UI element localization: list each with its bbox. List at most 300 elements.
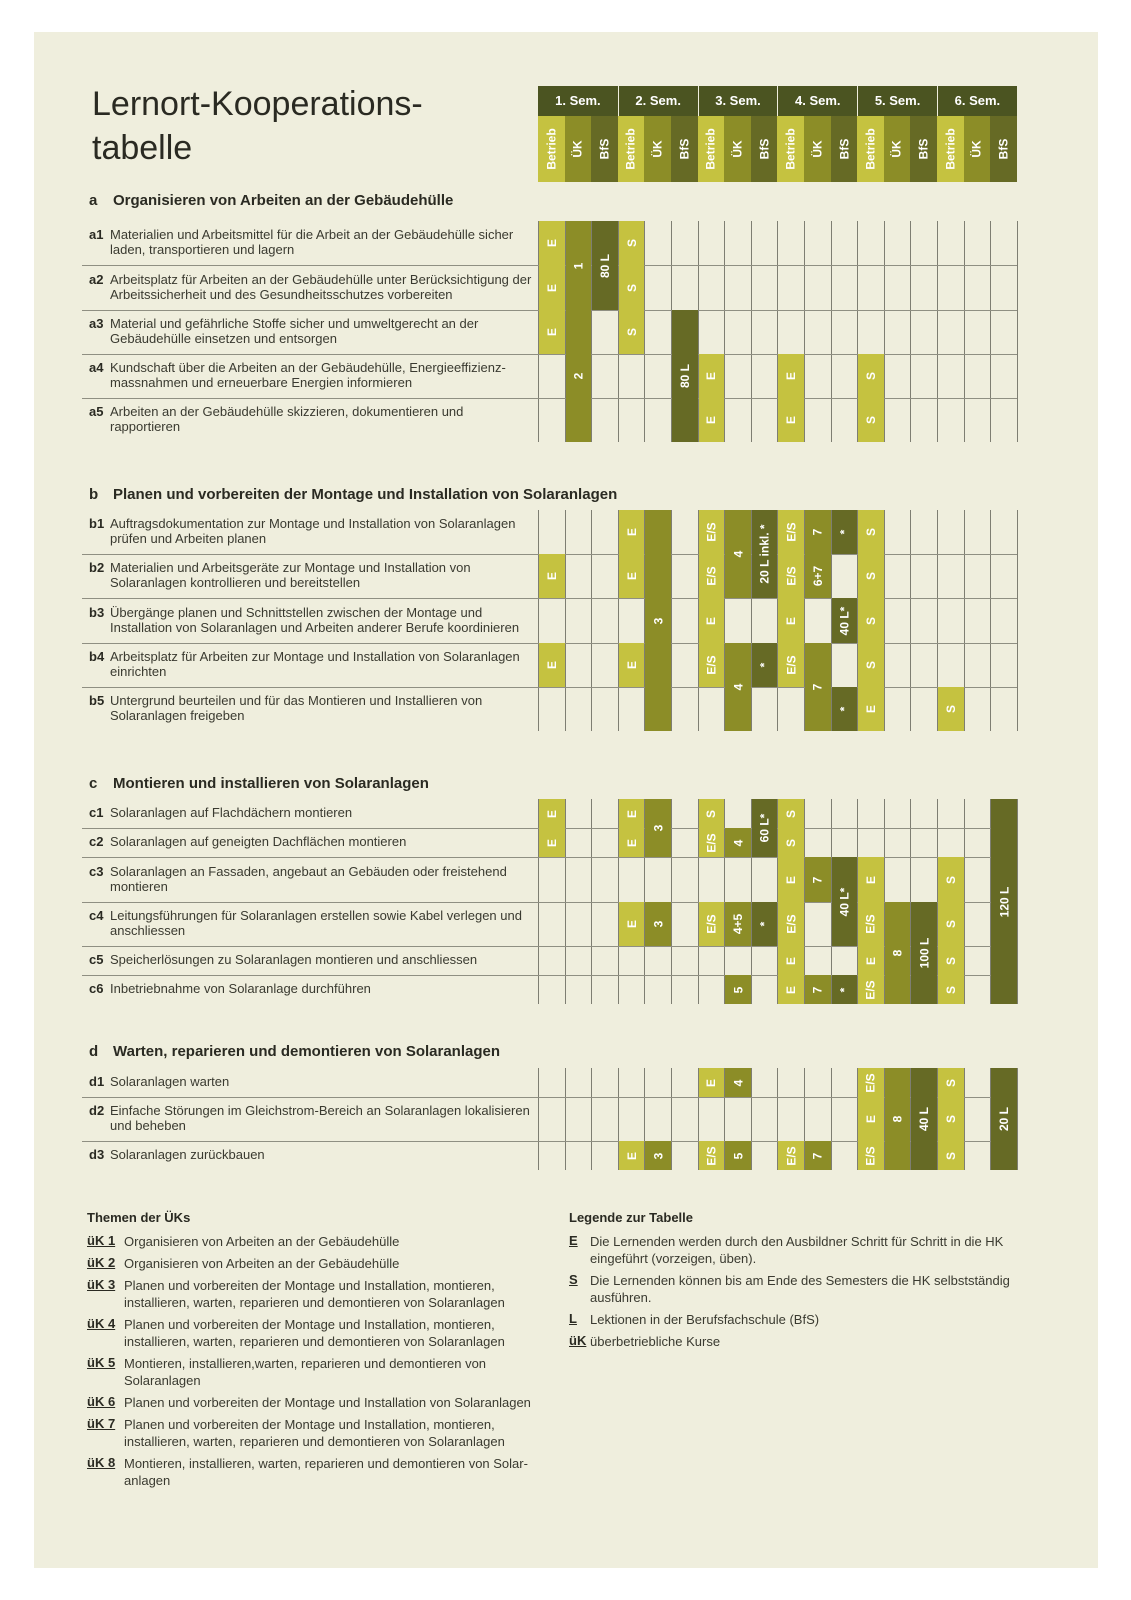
competence-code: b2 [89,560,105,575]
column-header-label: Betrieb [943,128,958,170]
schedule-cell [778,828,804,857]
schedule-cell [566,221,592,310]
schedule-cell-label: E/S [704,832,719,853]
competence-text: Materialien und Arbeitsgeräte zur Montage und Installation von Solaranlagen kontrollieren und bereitstellen [110,560,471,590]
column-header [804,116,831,182]
schedule-cell [539,310,565,354]
schedule-cell-label: 7 [810,683,825,691]
themes-title: Themen der ÜKs [87,1210,191,1225]
schedule-cell [619,1141,645,1170]
schedule-cell [778,643,804,687]
schedule-cell [539,554,565,598]
schedule-cell-label: E/S [704,522,719,542]
schedule-cell-label: 5 [730,986,745,993]
theme-key: üK 7 [87,1416,116,1431]
schedule-cell-label: S [943,956,958,965]
schedule-cell [885,1068,911,1170]
legend-text: überbetriebliche Kurse [590,1334,721,1349]
column-header [591,116,618,182]
grid-column-line [910,510,911,731]
schedule-cell-label: 7 [810,876,825,883]
schedule-cell-label: 7 [810,1152,825,1159]
theme-text: Planen und vorbereiten der Montage und Installation, montieren, installieren, warten, reparieren und demontieren von Solaranlagen [124,1317,505,1349]
competence-code: a5 [89,404,104,419]
schedule-cell-label: S [624,238,639,248]
schedule-cell [805,857,831,902]
schedule-cell-label: E/S [863,914,878,934]
schedule-cell-label: 20 L [996,1106,1011,1132]
semester-header: 5. Sem. [857,86,937,116]
schedule-cell [858,902,884,946]
schedule-cell-label: 80 L [677,363,692,389]
schedule-cell [566,310,592,442]
column-header-label: ÜK [810,140,825,158]
title-line-2: tabelle [92,129,193,167]
schedule-cell [752,643,778,687]
grid-column-line [538,1068,539,1170]
schedule-cell-label: E [544,571,559,581]
schedule-cell [805,643,831,731]
theme-text: Planen und vorbereiten der Montage und Installation von Solaranlagen [124,1395,531,1410]
schedule-cell-label: S [863,616,878,625]
schedule-cell-label: E [544,238,559,248]
schedule-cell-label: 8 [890,1115,905,1123]
schedule-cell [938,975,964,1004]
grid-column-line [671,510,672,731]
schedule-cell-label: 40 L* [837,606,852,635]
schedule-cell [858,1141,884,1170]
theme-key: üK 1 [87,1233,116,1248]
schedule-cell [858,687,884,731]
section-letter: a [89,192,98,209]
schedule-cell-label: E [704,1078,719,1087]
section-title-text: Montieren und installieren von Solaranlagen [113,775,429,792]
schedule-cell-label: * [757,921,772,927]
legend-text: Die Lernenden werden durch den Ausbildner Schritt für Schritt in die HK eingeführt (vorzeigen, üben). [590,1234,1004,1266]
schedule-cell [832,598,858,643]
schedule-cell [778,510,804,554]
section-title-text: Planen und vorbereiten der Montage und Installation von Solaranlagen [113,486,618,503]
column-header [884,116,911,182]
schedule-cell [725,510,751,598]
schedule-cell [778,354,804,398]
semester-header: 2. Sem. [618,86,698,116]
schedule-cell-label: S [784,838,799,847]
competence-text: Leitungsführungen für Solaranlagen erstellen sowie Kabel verlegen und anschliessen [110,908,522,938]
schedule-cell-label: E/S [704,655,719,675]
grid-column-line [831,221,832,442]
section-title [89,192,649,209]
competence-text: Material und gefährliche Stoffe sicher und umweltgerecht an der Gebäudehülle einsetzen und entsorgen [110,316,479,346]
schedule-cell [991,799,1017,1004]
schedule-cell-label: 3 [651,617,666,624]
theme-text: Montieren, installieren,warten, reparieren und demontieren von Solaranlagen [124,1356,487,1388]
grid-column-line [910,221,911,442]
schedule-cell-label: E [784,371,799,381]
competence-text: Auftragsdokumentation zur Montage und Installation von Solaranlagen prüfen und Arbeiten planen [110,516,516,546]
column-header-label: ÜK [969,140,984,158]
competence-text: Arbeiten an der Gebäudehülle skizzieren, dokumentieren und rapportieren [110,404,464,434]
schedule-cell-label: E [544,283,559,292]
schedule-cell [699,828,725,857]
grid-column-line [724,221,725,442]
schedule-cell [805,975,831,1004]
schedule-cell-label: 3 [651,920,666,928]
competence-code: b3 [89,604,105,620]
schedule-cell-label: E/S [863,1072,878,1093]
schedule-cell [778,398,804,442]
competence-code: d1 [89,1074,105,1089]
column-header-label: ÜK [570,140,585,158]
competence-text: Materialien und Arbeitsmittel für die Arbeit an der Gebäudehülle sicher laden, transportieren und lagern [110,227,514,257]
grid-column-line [565,510,566,731]
schedule-cell-label: E [624,809,639,818]
schedule-cell-label: E [784,415,799,425]
column-header-label: ÜK [730,140,745,158]
theme-key: üK 8 [87,1455,116,1470]
schedule-cell [991,1068,1017,1170]
schedule-cell [539,265,565,310]
legend-title: Legende zur Tabelle [569,1210,694,1225]
schedule-cell [778,598,804,643]
schedule-cell [805,554,831,598]
competence-text: Solaranlagen auf Flachdächern montieren [110,805,353,820]
schedule-cell [539,799,565,828]
grid-column-line [591,510,592,731]
schedule-cell [725,975,751,1004]
schedule-cell [699,1068,725,1097]
section-letter: d [89,1043,99,1060]
schedule-cell-label: E [784,985,799,994]
schedule-cell-label: E [544,838,559,847]
schedule-cell [699,598,725,643]
schedule-cell [832,510,858,554]
schedule-cell [539,828,565,857]
schedule-cell [645,510,671,731]
schedule-cell-label: E/S [784,914,799,934]
schedule-cell-label: 7 [810,528,825,536]
column-header [751,116,778,182]
schedule-cell [938,857,964,902]
schedule-cell [858,1097,884,1141]
theme-text: Organisieren von Arbeiten an der Gebäudehülle [124,1234,400,1249]
schedule-cell [858,1068,884,1097]
schedule-cell-label: 40 L* [837,887,852,916]
schedule-cell [645,1141,671,1170]
schedule-cell-label: E [863,704,878,714]
competence-text: Einfache Störungen im Gleichstrom-Bereich an Solaranlagen lokalisieren und beheben [110,1103,530,1133]
grid-column-line [990,510,991,731]
schedule-cell-label: S [863,527,878,537]
legend-key: üK [569,1333,587,1348]
schedule-cell [619,643,645,687]
schedule-cell-label: E [624,838,639,847]
schedule-cell [699,554,725,598]
schedule-cell [885,902,911,1004]
schedule-cell [778,799,804,828]
schedule-cell [725,1141,751,1170]
schedule-cell [725,828,751,857]
schedule-cell-label: S [943,875,958,884]
section-title [89,1043,649,1060]
schedule-cell [752,902,778,946]
theme-text: Planen und vorbereiten der Montage und Installation, montieren, installieren, warten, reparieren und demontieren von Solaranlagen [124,1417,505,1449]
schedule-cell-label: S [704,809,719,818]
grid-column-line [538,510,539,731]
column-header [538,116,565,182]
schedule-cell [592,221,618,310]
section-title [89,486,649,503]
schedule-cell [752,510,778,598]
grid-column-line [884,221,885,442]
schedule-cell [858,598,884,643]
schedule-cell-label: E [624,571,639,581]
schedule-cell-label: E [544,809,559,818]
schedule-cell-label: 1 [571,262,586,269]
schedule-cell [699,643,725,687]
schedule-cell-label: 8 [890,949,905,957]
schedule-cell [858,398,884,442]
schedule-cell [938,1068,964,1097]
column-header-label: BfS [757,138,772,160]
title-line-1: Lernort-Kooperations- [92,85,423,123]
semester-header: 4. Sem. [777,86,857,116]
column-header-label: ÜK [890,140,905,158]
schedule-cell-label: * [837,987,852,992]
semester-header: 1. Sem. [538,86,618,116]
schedule-cell-label: S [784,809,799,818]
column-header-label: BfS [916,138,931,160]
schedule-cell [778,554,804,598]
schedule-cell-label: 120 L [996,886,1011,917]
section-title-text: Organisieren von Arbeiten an der Gebäudehülle [113,192,454,209]
section-title [89,775,649,792]
schedule-cell-label: S [863,415,878,425]
schedule-cell [832,687,858,731]
grid-column-line [751,221,752,442]
grid-column-line [884,510,885,731]
schedule-cell [858,554,884,598]
schedule-cell [938,946,964,975]
grid-column-line [565,1068,566,1170]
schedule-cell [858,354,884,398]
competence-text: Solaranlagen zurückbauen [110,1147,265,1162]
schedule-cell [725,1068,751,1097]
semester-header: 3. Sem. [698,86,778,116]
schedule-cell [699,799,725,828]
schedule-cell-label: E/S [704,914,719,934]
column-header-label: Betrieb [624,128,639,170]
competence-text: Arbeitsplatz für Arbeiten an der Gebäudehülle unter Berücksichtigung der Arbeitssicherheit und des Gesundheitsschutzes vorbereiten [110,271,532,302]
schedule-cell [938,902,964,946]
legend-key: L [569,1311,577,1326]
schedule-cell-label: 6+7 [810,565,825,587]
schedule-cell-label: E/S [784,566,799,586]
schedule-cell-label: E [704,415,719,425]
competence-code: c5 [89,952,104,967]
competence-code: c2 [89,834,104,849]
competence-text: Solaranlagen auf geneigten Dachflächen montieren [110,834,407,849]
schedule-cell [619,799,645,828]
competence-code: c4 [89,908,104,923]
schedule-cell-label: 5 [730,1152,745,1159]
schedule-cell [725,643,751,731]
schedule-cell-label: E [624,1151,639,1160]
schedule-cell [699,902,725,946]
column-header [618,116,645,182]
schedule-cell-label: E/S [863,979,878,1000]
schedule-cell [832,975,858,1004]
schedule-cell [778,946,804,975]
column-header-label: Betrieb [703,128,718,170]
schedule-cell-label: 2 [571,372,586,380]
schedule-cell [699,1141,725,1170]
schedule-cell-label: S [943,1078,958,1087]
schedule-cell [699,398,725,442]
column-header [831,116,858,182]
column-header [910,116,937,182]
schedule-cell [938,1141,964,1170]
competence-text: Übergänge planen und Schnittstellen zwischen der Montage und Installation von Solaranlagen und Arbeiten anderer Berufe koordinieren [110,604,520,635]
competence-code: a4 [89,360,104,375]
schedule-cell [645,799,671,857]
column-header [671,116,698,182]
schedule-cell-label: 20 L inkl. * [757,524,772,584]
schedule-cell-label: S [943,1151,958,1160]
schedule-cell [725,902,751,946]
legend-text: Die Lernenden können bis am Ende des Semesters die HK selbstständig ausführen. [590,1273,1010,1305]
grid-column-line [964,221,965,442]
schedule-cell-label: E/S [704,1145,719,1166]
column-header-label: Betrieb [544,128,559,170]
schedule-cell-label: 3 [651,824,666,832]
schedule-cell-label: E [704,371,719,381]
competence-text: Untergrund beurteilen und für das Montieren und Installieren von Solaranlagen freigeben [110,693,483,723]
schedule-cell [619,902,645,946]
schedule-cell-label: S [863,571,878,581]
schedule-cell [858,946,884,975]
schedule-cell [778,857,804,902]
section-letter: b [89,486,99,503]
schedule-cell [911,1068,937,1170]
grid-column-line [1017,510,1018,731]
schedule-cell-label: S [943,704,958,714]
schedule-cell-label: * [837,529,852,535]
schedule-cell [752,799,778,857]
theme-text: Planen und vorbereiten der Montage und Installation, montieren, installieren, warten, reparieren und demontieren von Solaranlagen [124,1278,505,1310]
schedule-cell [672,310,698,442]
schedule-cell [619,828,645,857]
theme-key: üK 4 [87,1316,116,1331]
competence-text: Inbetriebnahme von Solaranlage durchführen [110,981,371,996]
competence-text: Speicherlösungen zu Solaranlagen montieren und anschliessen [110,952,478,967]
schedule-cell-label: 7 [810,986,825,993]
schedule-cell-label: E [784,875,799,884]
competence-text: Solaranlagen an Fassaden, angebaut an Gebäuden oder freistehend montieren [110,863,507,894]
column-header [937,116,964,182]
schedule-cell [778,975,804,1004]
column-header [565,116,592,182]
schedule-cell-label: S [943,1114,958,1124]
competence-code: b5 [89,693,105,708]
grid-column-line [964,1068,965,1170]
schedule-cell-label: S [863,660,878,670]
schedule-cell-label: S [624,327,639,337]
schedule-cell-label: E [784,616,799,625]
column-header [724,116,751,182]
schedule-cell [938,1097,964,1141]
schedule-cell [805,510,831,554]
schedule-cell-label: S [943,919,958,929]
column-header-label: BfS [597,138,612,160]
semester-header: 6. Sem. [937,86,1017,116]
schedule-cell-label: 40 L [917,1106,932,1132]
section-title-text: Warten, reparieren und demontieren von Solaranlagen [113,1043,501,1060]
schedule-cell-label: 3 [651,1152,666,1159]
grid-column-line [1017,221,1018,442]
schedule-cell [938,687,964,731]
competence-code: a3 [89,316,104,331]
schedule-cell-label: E [544,660,559,670]
column-header-label: Betrieb [783,128,798,170]
schedule-cell-label: * [757,662,772,668]
schedule-cell-label: E [544,327,559,337]
competence-code: a1 [89,227,104,242]
grid-column-line [937,221,938,442]
competence-code: d3 [89,1147,105,1162]
grid-column-line [831,1068,832,1170]
schedule-cell-label: E/S [784,655,799,675]
grid-column-line [1017,799,1018,1004]
column-header [990,116,1017,182]
column-header [857,116,884,182]
page-title [92,82,512,170]
grid-column-line [644,221,645,442]
schedule-cell-label: E/S [863,1145,878,1166]
schedule-cell [619,510,645,554]
column-header-label: BfS [836,138,851,160]
column-header [698,116,725,182]
schedule-cell [699,510,725,554]
schedule-cell-label: E [704,616,719,625]
column-header-label: BfS [996,138,1011,160]
schedule-cell-label: E [624,660,639,670]
legend-key: S [569,1272,578,1287]
schedule-cell-label: 4 [730,683,745,691]
schedule-cell [858,975,884,1004]
schedule-cell [911,902,937,1004]
schedule-cell [619,554,645,598]
grid-column-line [990,221,991,442]
competence-text: Kundschaft über die Arbeiten an der Gebäudehülle, Energieeffizienzmassnahmen und erneuerbare Energien informieren [110,360,506,390]
theme-text: Montieren, installieren, warten, reparieren und demontieren von Solaranlagen [124,1456,528,1488]
theme-key: üK 3 [87,1277,116,1292]
grid-column-line [751,1068,752,1170]
competence-code: c1 [89,805,104,820]
section-letter: c [89,775,98,792]
competence-code: c6 [89,981,104,996]
competence-code: d2 [89,1103,105,1118]
schedule-cell [778,902,804,946]
schedule-cell-label: 4 [730,1079,745,1086]
schedule-cell-label: E [624,919,639,929]
schedule-cell-label: E [784,956,799,965]
competence-text: Arbeitsplatz für Arbeiten zur Montage und Installation von Solaranlagen einrichten [110,649,520,679]
theme-key: üK 2 [87,1255,116,1270]
schedule-cell [619,265,645,310]
schedule-cell-label: 4+5 [730,913,745,935]
grid-column-line [671,1068,672,1170]
